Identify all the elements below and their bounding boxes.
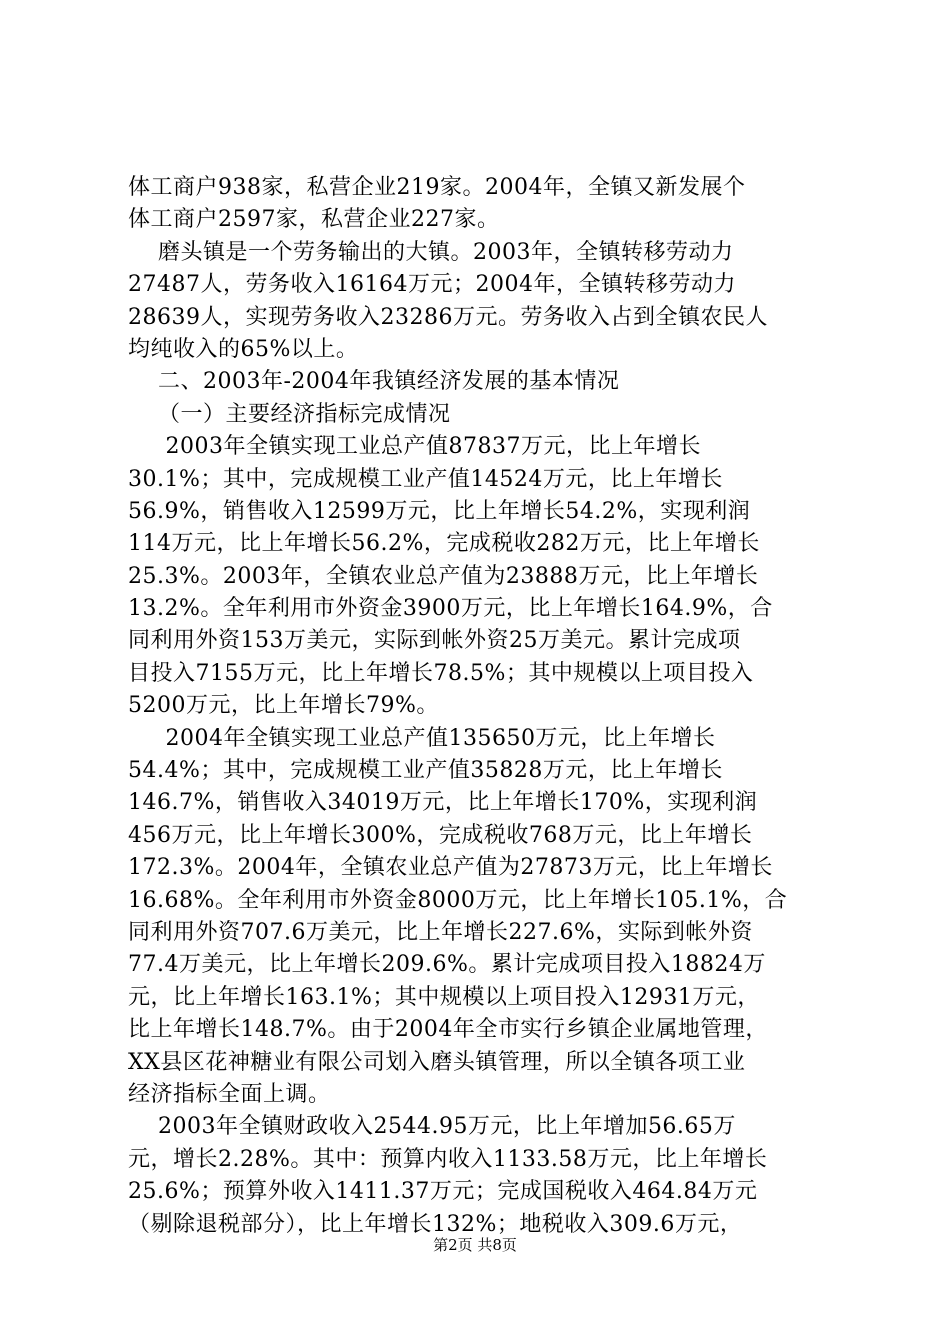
text-line: （剔除退税部分），比上年增长132%；地税收入309.6万元， bbox=[128, 1211, 743, 1237]
text-line: 元，增长2.28%。其中：预算内收入1133.58万元，比上年增长 bbox=[128, 1146, 768, 1172]
text-line: 2003年全镇实现工业总产值87837万元，比上年增长 bbox=[128, 434, 701, 460]
text-line: 56.9%，销售收入12599万元，比上年增长54.2%，实现利润 bbox=[128, 498, 751, 524]
text-line: 172.3%。2004年，全镇农业总产值为27873万元，比上年增长 bbox=[128, 855, 773, 881]
text-line: 同利用外资153万美元，实际到帐外资25万美元。累计完成项 bbox=[128, 628, 741, 654]
text-line: 体工商户938家，私营企业219家。2004年，全镇又新发展个 bbox=[128, 175, 746, 200]
text-line: 目投入7155万元，比上年增长78.5%；其中规模以上项目投入 bbox=[128, 660, 754, 686]
text-line: 54.4%；其中，完成规模工业产值35828万元，比上年增长 bbox=[128, 758, 723, 784]
text-line: 456万元，比上年增长300%，完成税收768万元，比上年增长 bbox=[128, 822, 753, 848]
body-text bbox=[128, 172, 828, 1241]
text-line: 均纯收入的65%以上。 bbox=[128, 336, 359, 362]
text-line: 5200万元，比上年增长79%。 bbox=[128, 693, 439, 719]
text-line: 磨头镇是一个劳务输出的大镇。2003年，全镇转移劳动力 bbox=[128, 239, 734, 265]
text-line: 25.6%；预算外收入1411.37万元；完成国税收入464.84万元 bbox=[128, 1179, 758, 1205]
text-line: 经济指标全面上调。 bbox=[128, 1081, 331, 1107]
subsection-heading: （一）主要经济指标完成情况 bbox=[128, 401, 451, 427]
text-line: 28639人，实现劳务收入23286万元。劳务收入占到全镇农民人 bbox=[128, 304, 768, 330]
text-line: XX县区花神糖业有限公司划入磨头镇管理，所以全镇各项工业 bbox=[128, 1049, 746, 1075]
text-line: 114万元，比上年增长56.2%，完成税收282万元，比上年增长 bbox=[128, 531, 760, 557]
text-line: 27487人，劳务收入16164万元；2004年，全镇转移劳动力 bbox=[128, 272, 736, 298]
text-line: 同利用外资707.6万美元，比上年增长227.6%，实际到帐外资 bbox=[128, 919, 753, 945]
text-line: 30.1%；其中，完成规模工业产值14524万元，比上年增长 bbox=[128, 466, 723, 492]
text-line: 比上年增长148.7%。由于2004年全市实行乡镇企业属地管理， bbox=[128, 1017, 768, 1043]
text-line: 元，比上年增长163.1%；其中规模以上项目投入12931万元， bbox=[128, 984, 760, 1010]
text-line: 2003年全镇财政收入2544.95万元，比上年增加56.65万 bbox=[128, 1114, 736, 1140]
text-line: 体工商户2597家，私营企业227家。 bbox=[128, 207, 500, 233]
text-line: 146.7%，销售收入34019万元，比上年增长170%，实现利润 bbox=[128, 790, 758, 816]
text-line: 77.4万美元，比上年增长209.6%。累计完成项目投入18824万 bbox=[128, 952, 766, 978]
text-line: 13.2%。全年利用市外资金3900万元，比上年增长164.9%，合 bbox=[128, 596, 773, 622]
section-heading: 二、2003年-2004年我镇经济发展的基本情况 bbox=[128, 369, 620, 395]
text-line: 25.3%。2003年，全镇农业总产值为23888万元，比上年增长 bbox=[128, 563, 759, 589]
text-line: 16.68%。全年利用市外资金8000万元，比上年增长105.1%，合 bbox=[128, 887, 788, 913]
text-line: 2004年全镇实现工业总产值135650万元，比上年增长 bbox=[128, 725, 716, 751]
page-footer: 第2页 共8页 bbox=[433, 1236, 517, 1254]
